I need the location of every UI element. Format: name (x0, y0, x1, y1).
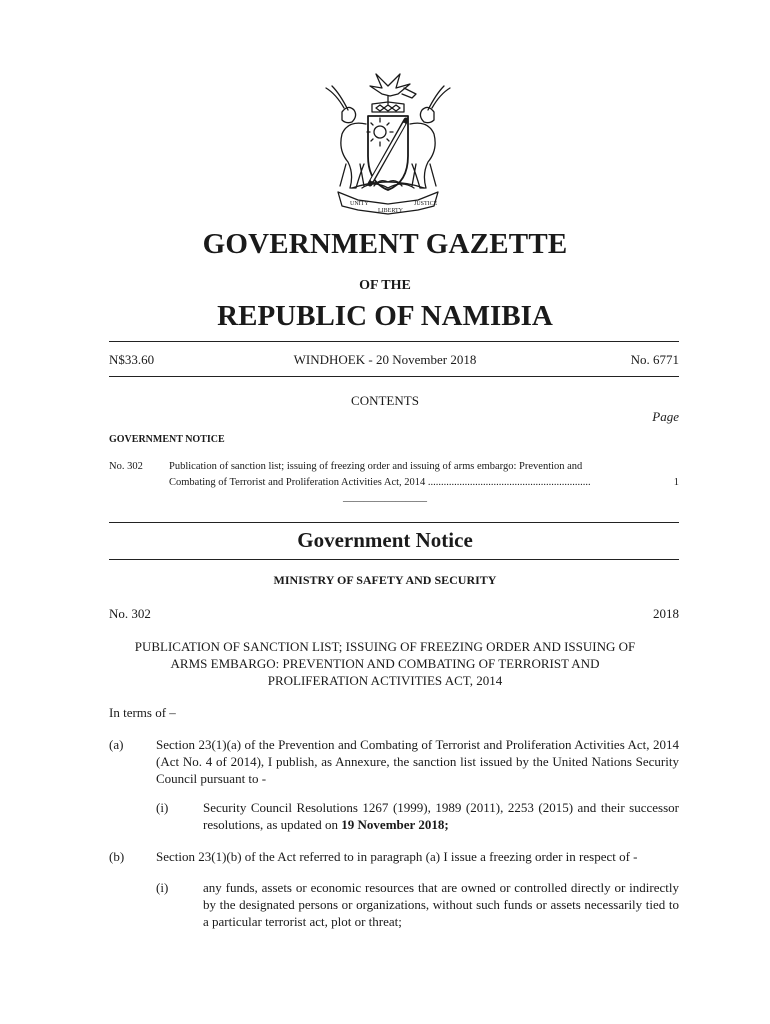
page-column-label: Page (652, 409, 679, 424)
para-a-text: Section 23(1)(a) of the Prevention and Combating of Terrorist and Proliferation Activities Act, 2014 (Act No. 4 of 2014), I publish, as Annexure, the sanction list issued by the United Nations Security Council pursuant to - (156, 737, 679, 786)
motto-liberty: LIBERTY (378, 208, 403, 214)
para-a-i-text: Security Council Resolutions 1267 (1999), 1989 (2011), 2253 (2015) and their successor resolutions, as updated on (203, 800, 679, 832)
coat-of-arms (318, 64, 458, 216)
masthead-rule-top (109, 341, 679, 342)
para-a-i-label: (i) (156, 800, 169, 815)
para-b-label: (b) (109, 849, 125, 864)
contents-heading: CONTENTS (351, 393, 419, 408)
intro-text: In terms of – (109, 705, 176, 720)
gazette-title: GOVERNMENT GAZETTE (202, 228, 568, 260)
contents-entry-line2: Combating of Terrorist and Proliferation Activities Act, 2014 .............................................................. (169, 477, 591, 488)
para-b-i-label: (i) (156, 880, 169, 895)
contents-entry-page: 1 (673, 477, 679, 488)
notice-title-line1: PUBLICATION OF SANCTION LIST; ISSUING OF FREEZING ORDER AND ISSUING OF (134, 639, 636, 654)
motto-unity: UNITY (350, 201, 369, 207)
of-the-label: OF THE (359, 278, 411, 293)
notice-number: No. 302 (109, 606, 151, 621)
gazette-number: No. 6771 (630, 352, 679, 367)
para-b-i-text: any funds, assets or economic resources that are owned or controlled directly or indirectly by the designated persons or organizations, without such funds or assets necessarily tied to a particular terrorist act, plot or threat; (203, 880, 679, 929)
notice-rule-top (109, 522, 679, 523)
motto-justice: JUSTICE (414, 201, 438, 207)
contents-separator: ________________ (343, 492, 427, 503)
para-a-label: (a) (109, 737, 124, 752)
notice-year: 2018 (653, 606, 679, 621)
para-a-i (203, 799, 679, 833)
dateline: WINDHOEK - 20 November 2018 (293, 352, 477, 367)
contents-entry-line1: Publication of sanction list; issuing of freezing order and issuing of arms embargo: Prevention and (169, 461, 583, 472)
notice-heading: Government Notice (297, 528, 473, 552)
para-b-text: Section 23(1)(b) of the Act referred to in paragraph (a) I issue a freezing order in respect of - (156, 849, 638, 864)
country-title: REPUBLIC OF NAMIBIA (217, 300, 553, 332)
notice-title-line2: ARMS EMBARGO: PREVENTION AND COMBATING OF TERRORIST AND (170, 656, 600, 671)
notice-title-line3: PROLIFERATION ACTIVITIES ACT, 2014 (267, 673, 503, 688)
masthead-rule-bottom (109, 376, 679, 377)
price-label: N$33.60 (109, 352, 155, 367)
para-a-i-date: 19 November 2018; (341, 817, 449, 832)
contents-section: GOVERNMENT NOTICE (109, 434, 225, 445)
coat-of-arms-emblem (318, 64, 458, 216)
contents-entry-number: No. 302 (109, 461, 143, 472)
ministry-name: MINISTRY OF SAFETY AND SECURITY (273, 573, 497, 587)
notice-rule-bottom (109, 559, 679, 560)
